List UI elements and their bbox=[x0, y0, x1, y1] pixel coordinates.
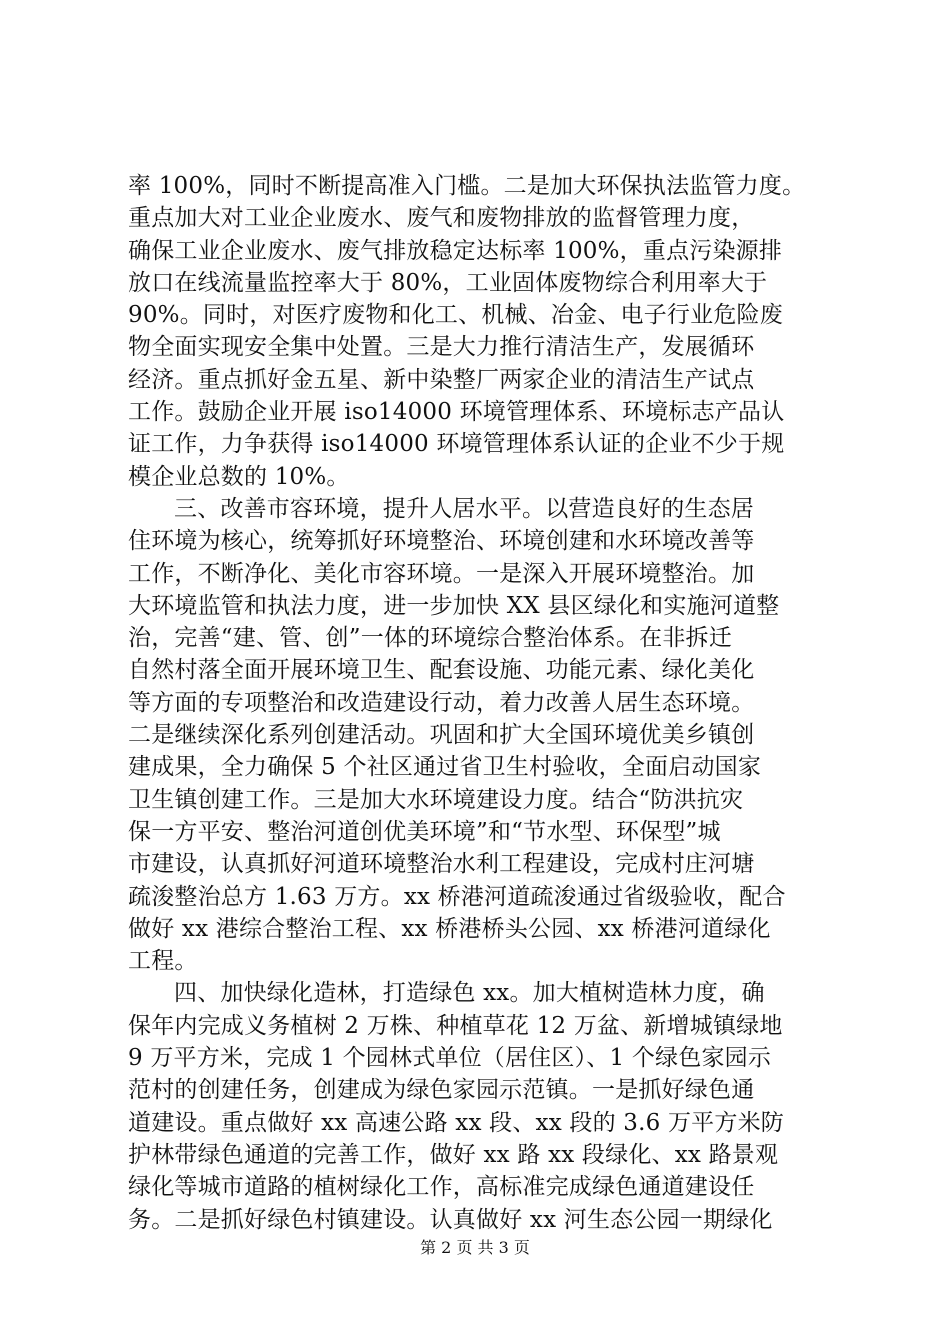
text-line: 确保工业企业废水、废气排放稳定达标率 100%，重点污染源排 bbox=[128, 237, 783, 264]
text-line: 重点加大对工业企业废水、废气和废物排放的监督管理力度， bbox=[128, 205, 755, 232]
section-heading-line: 三、改善市容环境，提升人居水平。以营造良好的生态居 bbox=[174, 495, 754, 522]
text-line: 治，完善“建、管、创”一体的环境综合整治体系。在非拆迁 bbox=[128, 625, 732, 652]
text-line: 自然村落全面开展环境卫生、配套设施、功能元素、绿化美化 bbox=[128, 657, 755, 684]
text-line: 护林带绿色通道的完善工作，做好 xx 路 xx 段绿化、xx 路景观 bbox=[128, 1141, 779, 1168]
text-line: 二是继续深化系列创建活动。巩固和扩大全国环境优美乡镇创 bbox=[128, 722, 755, 749]
text-line: 疏浚整治总方 1.63 万方。xx 桥港河道疏浚通过省级验收，配合 bbox=[128, 883, 786, 910]
text-line: 市建设，认真抓好河道环境整治水利工程建设，完成村庄河塘 bbox=[128, 851, 755, 878]
text-line: 道建设。重点做好 xx 高速公路 xx 段、xx 段的 3.6 万平方米防 bbox=[128, 1109, 784, 1136]
body-text bbox=[128, 170, 838, 1236]
section-heading-line: 四、加快绿化造林，打造绿色 xx。加大植树造林力度，确 bbox=[174, 980, 765, 1007]
text-line: 务。二是抓好绿色村镇建设。认真做好 xx 河生态公园一期绿化 bbox=[128, 1206, 773, 1233]
text-line: 模企业总数的 10%。 bbox=[128, 463, 350, 490]
text-line: 卫生镇创建工作。三是加大水环境建设力度。结合“防洪抗灾 bbox=[128, 786, 744, 813]
text-line: 做好 xx 港综合整治工程、xx 桥港桥头公园、xx 桥港河道绿化 bbox=[128, 915, 771, 942]
text-line: 保年内完成义务植树 2 万株、种植草花 12 万盆、新增城镇绿地 bbox=[128, 1012, 783, 1039]
text-line: 工程。 bbox=[128, 948, 198, 975]
text-line: 物全面实现安全集中处置。三是大力推行清洁生产，发展循环 bbox=[128, 334, 755, 361]
text-line: 工作。鼓励企业开展 iso14000 环境管理体系、环境标志产品认 bbox=[128, 399, 785, 426]
text-line: 9 万平方米，完成 1 个园林式单位（居住区）、1 个绿色家园示 bbox=[128, 1045, 772, 1072]
text-line: 等方面的专项整治和改造建设行动，着力改善人居生态环境。 bbox=[128, 689, 755, 716]
text-line: 工作，不断净化、美化市容环境。一是深入开展环境整治。加 bbox=[128, 560, 755, 587]
text-line: 保一方平安、整治河道创优美环境”和“节水型、环保型”城 bbox=[128, 818, 721, 845]
text-line: 率 100%，同时不断提高准入门槛。二是加大环保执法监管力度。 bbox=[128, 173, 806, 199]
text-line: 大环境监管和执法力度，进一步加快 XX 县区绿化和实施河道整 bbox=[128, 592, 780, 619]
page-number-footer: 第 2 页 共 3 页 bbox=[420, 1238, 530, 1257]
text-line: 绿化等城市道路的植树绿化工作，高标准完成绿色通道建设任 bbox=[128, 1174, 755, 1201]
text-line: 住环境为核心，统筹抓好环境整治、环境创建和水环境改善等 bbox=[128, 528, 755, 555]
text-line: 经济。重点抓好金五星、新中染整厂两家企业的清洁生产试点 bbox=[128, 366, 755, 393]
text-line: 90%。同时，对医疗废物和化工、机械、冶金、电子行业危险废 bbox=[128, 302, 783, 329]
text-line: 证工作，力争获得 iso14000 环境管理体系认证的企业不少于规 bbox=[128, 431, 785, 458]
text-line: 放口在线流量监控率大于 80%，工业固体废物综合利用率大于 bbox=[128, 269, 768, 296]
text-line: 范村的创建任务，创建成为绿色家园示范镇。一是抓好绿色通 bbox=[128, 1077, 755, 1104]
text-line: 建成果，全力确保 5 个社区通过省卫生村验收，全面启动国家 bbox=[128, 754, 762, 781]
